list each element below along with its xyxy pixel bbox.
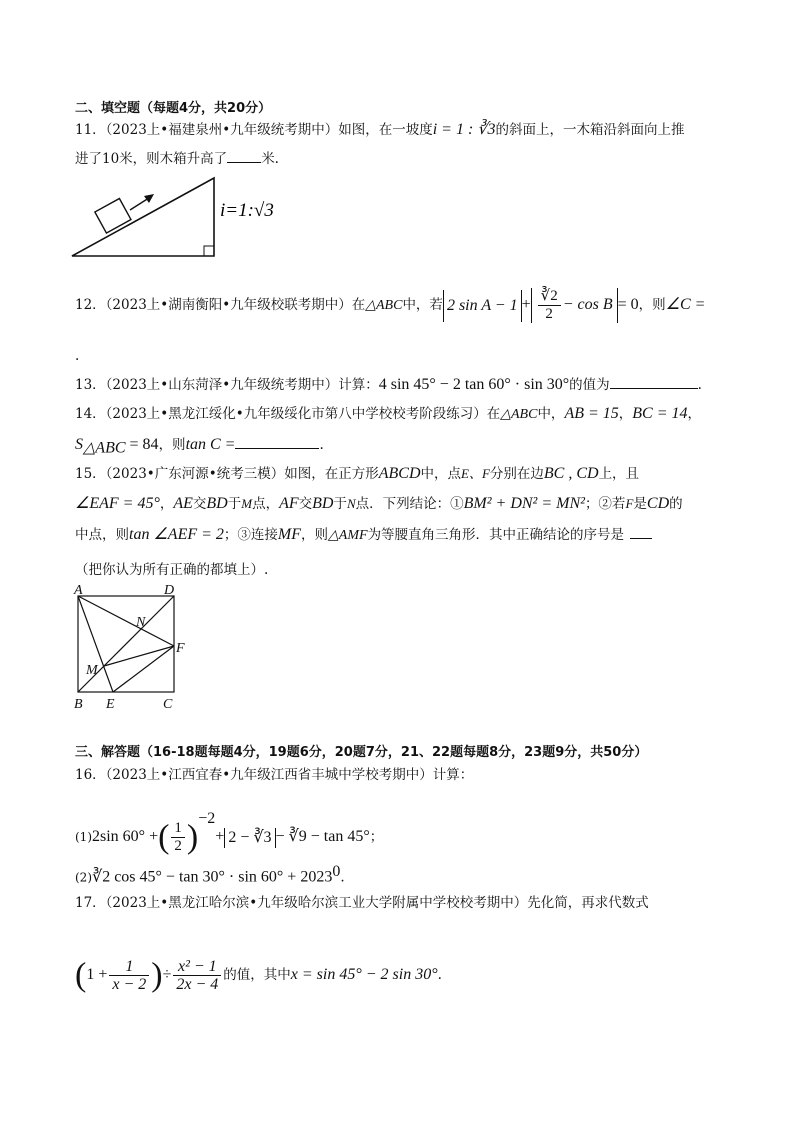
q16-part1: (1)2sin 60° +( $\frac{1}{2}$ )$^{-2}$+ 2 − ∛3 − ∛9 − tan 45°；	[75, 810, 384, 856]
q13-expression: 4 sin 45° − 2 tan 60° · sin 30°	[378, 376, 570, 393]
q14-line2: $S_{\triangle ABC} = 84$，则tan C = .	[75, 436, 324, 457]
slope-expression: i = 1 : ∛3	[432, 121, 496, 138]
slope-triangle	[72, 178, 214, 256]
section-2-header: 二、填空题（每题4分，共20分）	[75, 101, 272, 116]
segment-ef	[113, 646, 174, 692]
label-n: N	[136, 615, 146, 630]
answer-blank[interactable]	[630, 524, 652, 539]
label-e: E	[106, 697, 115, 712]
q13-line: 13．（2023上•山东菏泽•九年级统考期中）计算：4 sin 45° − 2 tan 60° · sin 30°的值为 .	[75, 376, 702, 393]
q14-line1: 14．（2023上•黑龙江绥化•九年级绥化市第八中学校校考阶段练习）在△ABC中，AB = 15，BC = 14，	[75, 405, 702, 422]
answer-blank[interactable]	[610, 374, 698, 389]
answer-blank[interactable]	[227, 148, 261, 163]
section-3-header: 三、解答题（16-18题每题4分，19题6分，20题7分，21、22题每题8分，23题9分，共50分）	[75, 745, 648, 760]
q15-line4: （把你认为所有正确的都填上）.	[75, 562, 269, 578]
q15-line1: 15．（2023•广东河源•统考三模）如图，在正方形ABCD中，点E、F分别在边BC , CD上，且	[75, 465, 640, 482]
label-d: D	[164, 584, 175, 598]
q16-part2: (2)∛2 $\cos 45^\circ - \tan 30^\circ \cdot \sin 60^\circ + 2023^0$.	[75, 863, 345, 886]
q11-line1: 11．（2023上•福建泉州•九年级统考期中）如图，在一坡度i = 1 : ∛3的斜面上，一木箱沿斜面向上推	[75, 121, 685, 138]
label-a: A	[74, 584, 83, 598]
square-figure	[68, 584, 198, 714]
q11-line2: 进了10米，则木箱升高了 米.	[75, 148, 279, 169]
figure-slope-label: i=1:√3	[220, 200, 274, 221]
segment-af	[78, 596, 174, 646]
answer-blank[interactable]	[235, 434, 319, 449]
q12-line: 12．（2023上•湖南衡阳•九年级校联考期中）在△ABC中，若 2 sin A − 1 + $\frac{∛2}{2}$ − cos B = 0，则∠C =	[75, 288, 706, 322]
q16-intro: 16．（2023上•江西宜春•九年级江西省丰城中学校考期中）计算：	[75, 767, 474, 783]
label-b: B	[74, 697, 83, 712]
arrow-head-icon	[144, 194, 154, 203]
label-f: F	[176, 641, 185, 656]
q12-period: .	[75, 348, 80, 364]
q17-expression: (1 + $\frac{1}{x - 2}$ )÷ $\frac{\text{x² − 1}}{2x - 4}$ 的值，其中x = sin 45° − 2 sin 30°.	[75, 956, 442, 994]
q17-intro: 17．（2023上•黑龙江哈尔滨•九年级哈尔滨工业大学附属中学校校考期中）先化简，再求代数式	[75, 895, 649, 911]
q15-line2: ∠EAF = 45°，AE交BD于M点，AF交BD于N点．下列结论：①BM² + DN² = MN²；②若F是CD的	[75, 495, 683, 512]
wooden-box	[95, 199, 131, 234]
label-c: C	[163, 697, 173, 712]
slope-figure	[70, 170, 310, 260]
right-angle-mark	[204, 246, 214, 256]
q15-line3: 中点，则tan ∠AEF = 2；③连接MF，则△AMF为等腰直角三角形．其中正确结论的序号是	[75, 524, 652, 546]
label-m: M	[86, 663, 98, 678]
